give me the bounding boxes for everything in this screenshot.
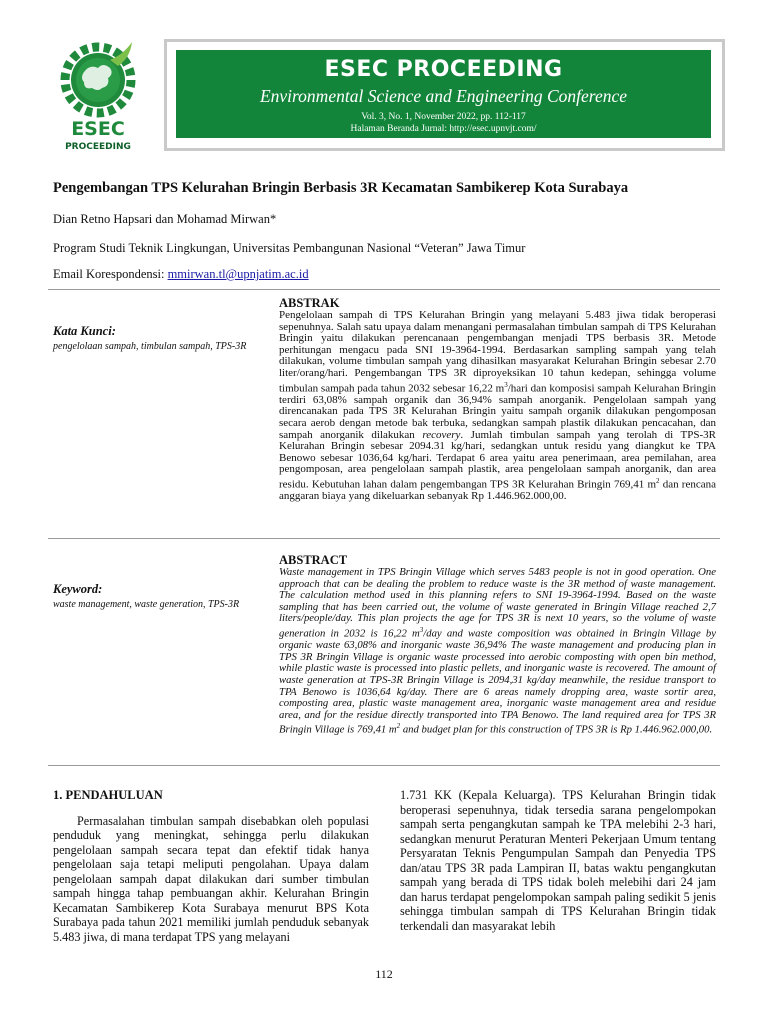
keyword-heading: Keyword: [53, 582, 103, 596]
body-paragraph-2: 1.731 KK (Kepala Keluarga). TPS Kelurahan Bringin tidak beroperasi sepenuhnya, tidak tersedia sarana pengelompokan sampah serta pengangkutan sampah ke TPA melebihi 2-3 hari, sedangkan menurut Peraturan Menteri Pekerjaan Umum tentang Persyaratan Teknis Pengumpulan Sampah dan Penyedia TPS dan/atau TPS 3R pada Lampiran II, batas waktu pengangkutan sampah yang berada di TPS tidak boleh melebihi dari 24 jam dan harus terdapat pengelompokan sampah paling sedikit 5 jenis sehingga timbulan sampah di TPS Kelurahan Bringin tidak terkendali dan masyarakat lebih [400, 788, 716, 933]
body-column-left [53, 788, 369, 944]
logo-text-esec: ESEC [71, 118, 125, 140]
esec-logo [48, 38, 148, 156]
kata-kunci-heading: Kata Kunci: [53, 324, 116, 338]
page-number: 112 [375, 967, 393, 981]
abstrak-heading: ABSTRAK [279, 296, 340, 310]
kata-kunci-list: pengelolaan sampah, timbulan sampah, TPS-3R [53, 341, 247, 352]
abstract-text: Waste management in TPS Bringin Village which serves 5483 people is not in good operation. One approach that can be dealing the problem to reduce waste is the 3R method of waste management. The calculation method used in this planning refers to SNI 19-3964-1994. Based on the waste sampling that has been carried out, the volume of waste generated in Bringin Village reached 2,7 liters/people/day. This plan projects the age for TPS 3R is next 10 years, so the volume of waste generation in 2032 is 16,22 $m^3$/day and waste composition was obtained in Bringin Village by organic waste 63,08% and inorganic waste 36,94% The waste management and producing plan in TPS 3R Bringin Village is organic waste processed into aerobic composting with open bin method, while plastic waste is processed into plastic pellets, and inorganic waste is recovered. The amount of waste generation at TPS-3R Bringin Village is 2094,31 kg/day meanwhile, the residue transport to TPA Benowo is 1036,64 kg/day. There are 6 areas namely dropping area, waste sortir area, composting area, plastic waste management area, inorganic waste management area and residue area, and for the residue directly transported into TPA Benowo. The land required area for TPS 3R Bringin Village is 769,41 $m^2$ and budget plan for this construction of TPS 3R is Rp 1.446.962.000,00. [279, 566, 717, 736]
abstrak-text: Pengelolaan sampah di TPS Kelurahan Bringin yang melayani 5.483 jiwa tidak beroperasi sepenuhnya. Salah satu upaya dalam menangani permasalahan timbulan sampah di TPS Kelurahan Bringin yaitu dilakukan perencanaan pengembangan menjadi TPS berbasis 3R. Metode perhitungan mengacu pada SNI 19-3964-1994. Berdasarkan sampling sampah yang telah dilakukan, volume timbulan sampah yang dihasilkan masyarakat Kelurahan Bringin sebesar 2.70 liter/orang/hari. Pengembangan TPS 3R diproyeksikan 10 tahun kedepan, sehingga volume timbulan sampah pada tahun 2032 sebesar 16,22 $m^3$/hari dan komposisi sampah Kelurahan Bringin terdiri 63,08% sampah organik dan 36,94% sampah anorganik. Pengelolaan sampah yang direncanakan pada TPS 3R Kelurahan Bringin yaitu sampah organik dilakukan pengomposan secara aerob dengan metode bak terbuka, sedangkan sampah plastik dilakukan pencacahan, dan sampah anorganik dilakukan recovery. Jumlah timbulan sampah yang terolah di TPS-3R Kelurahan Bringin sebesar 2094.31 kg/hari, sedangkan untuk residu yang diangkut ke TPA Benowo sebesar 1036,64 kg/hari. Terdapat 6 area yaitu area penerimaan, area pemilahan, area pengomposan, area pengelolaan sampah plastik, area pengelolaan sampah anorganik, dan area residu. Kebutuhan lahan dalam pengembangan TPS 3R Kelurahan Bringin 769,41 $m^2$ dan rencana anggaran biaya yang dikeluarkan sebanyak Rp 1.446.962.000,00. [279, 309, 717, 503]
keyword-block [53, 582, 253, 611]
body-column-right [400, 788, 716, 933]
divider-bottom [48, 765, 720, 766]
journal-banner [176, 50, 711, 138]
paper-title: Pengembangan TPS Kelurahan Bringin Berbasis 3R Kecamatan Sambikerep Kota Surabaya [53, 180, 629, 196]
gear-icon [65, 42, 132, 113]
volume-info: Vol. 3, No. 1, November 2022, pp. 112-117 [361, 112, 526, 122]
email-label: Email Korespondensi: [53, 267, 168, 281]
abstract-block [279, 553, 716, 736]
section-heading-pendahuluan: 1. PENDAHULUAN [53, 788, 163, 802]
paper-authors: Dian Retno Hapsari dan Mohamad Mirwan* [53, 212, 277, 226]
journal-banner-frame [164, 39, 725, 151]
correspondence-email [53, 267, 309, 282]
paper-affiliation: Program Studi Teknik Lingkungan, Universitas Pembangunan Nasional “Veteran” Jawa Timur [53, 241, 526, 255]
divider-top [48, 289, 720, 290]
abstract-heading: ABSTRACT [279, 553, 348, 567]
logo-text-proceeding: PROCEEDING [65, 142, 131, 152]
journal-homepage: Halaman Beranda Jurnal: http://esec.upnvjt.com/ [350, 124, 537, 134]
journal-name: ESEC PROCEEDING [324, 57, 563, 82]
email-link[interactable]: mmirwan.tl@upnjatim.ac.id [167, 267, 309, 281]
divider-middle [48, 538, 720, 539]
keyword-list: waste management, waste generation, TPS-3R [53, 599, 240, 610]
conference-name: Environmental Science and Engineering Conference [259, 86, 628, 106]
kata-kunci-block [53, 324, 253, 353]
body-paragraph-1: Permasalahan timbulan sampah disebabkan oleh populasi penduduk yang meningkat, sehingga perlu dilakukan pengelolaan sampah secara tepat dan efektif tidak hanya pengelolaan saja tetapi meliputi pengolahan. Upaya dalam pengelolaan sampah dapat dilakukan dari sumber timbulan sampah hingga tahap pembuangan akhir. Kelurahan Bringin Kecamatan Sambikerep Kota Surabaya menurut BPS Kota Surabaya pada tahun 2021 memiliki jumlah penduduk sebanyak 5.483 jiwa, di mana terdapat TPS yang melayani [53, 813, 369, 944]
abstrak-block [279, 296, 716, 503]
